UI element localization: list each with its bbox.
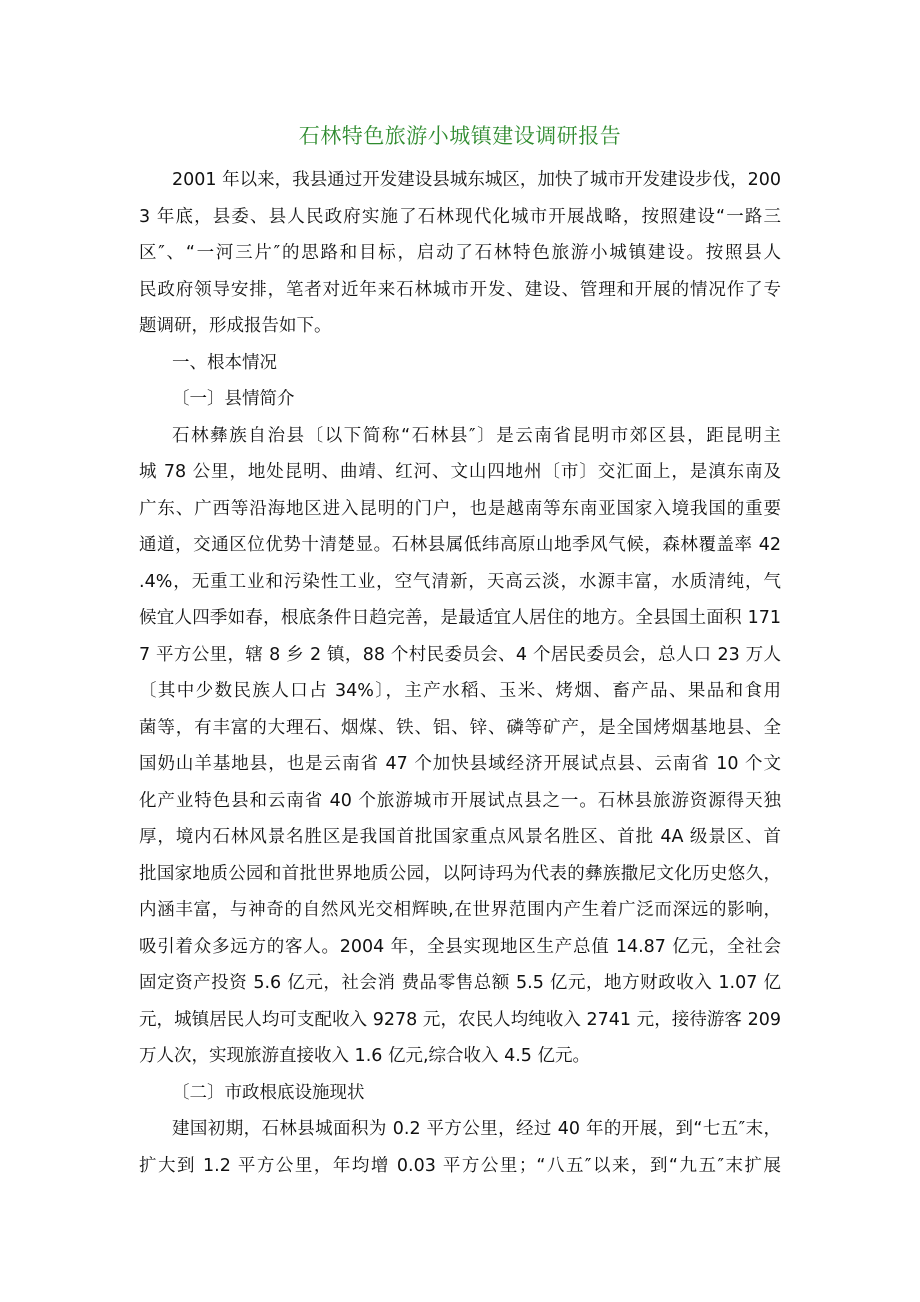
text-line: 2001 年以来，我县通过开发建设县城东城区，加快了城市开发建设步伐，200 (172, 170, 781, 190)
text-line: 国奶山羊基地县，也是云南省 47 个加快县域经济开展试点县、云南省 10 个文 (139, 754, 781, 774)
text-line: .4%，无重工业和污染性工业，空气清新，天高云淡，水源丰富，水质清纯，气 (139, 571, 781, 592)
text-line: 3 年底，县委、县人民政府实施了石林现代化城市开展战略，按照建设“一路三 (139, 206, 781, 227)
text-line: 〔二〕市政根底设施现状 (172, 1082, 365, 1103)
text-line: 万人次，实现旅游直接收入 1.6 亿元,综合收入 4.5 亿元。 (139, 1046, 590, 1066)
text-line: 〔一〕县情简介 (172, 389, 295, 409)
text-line: 吸引着众多远方的客人。2004 年，全县实现地区生产总值 14.87 亿元，全社会 (139, 936, 781, 957)
text-line: 固定资产投资 5.6 亿元，社会消 费品零售总额 5.5 亿元，地方财政收入 1.07 亿 (139, 973, 781, 993)
text-line: 石林彝族自治县〔以下简称“石林县″〕是云南省昆明市郊区县，距昆明主 (172, 425, 781, 446)
text-line: 元，城镇居民人均可支配收入 9278 元，农民人均纯收入 2741 元，接待游客 209 (139, 1009, 781, 1030)
text-line: 题调研，形成报告如下。 (139, 316, 332, 336)
text-line: 菌等，有丰富的大理石、烟煤、铁、铝、锌、磷等矿产，是全国烤烟基地县、全 (139, 717, 781, 738)
text-line: 区″、“一河三片″的思路和目标，启动了石林特色旅游小城镇建设。按照县人 (139, 243, 781, 263)
text-line: 〔其中少数民族人口占 34%〕，主产水稻、玉米、烤烟、畜产品、果品和食用 (139, 681, 781, 701)
text-line: 内涵丰富，与神奇的自然风光交相辉映,在世界范围内产生着广泛而深远的影响， (139, 900, 781, 920)
text-line: 民政府领导安排，笔者对近年来石林城市开发、建设、管理和开展的情况作了专 (139, 279, 781, 300)
text-line: 建国初期，石林县城面积为 0.2 平方公里，经过 40 年的开展，到“七五″末， (172, 1119, 781, 1139)
text-line: 城 78 公里，地处昆明、曲靖、红河、文山四地州〔市〕交汇面上，是滇东南及 (139, 462, 781, 482)
text-line: 厚，境内石林风景名胜区是我国首批国家重点风景名胜区、首批 4A 级景区、首 (139, 827, 781, 847)
text-line: 化产业特色县和云南省 40 个旅游城市开展试点县之一。石林县旅游资源得天独 (139, 790, 781, 811)
text-line: 通道，交通区位优势十清楚显。石林县属低纬高原山地季风气候，森林覆盖率 42 (139, 535, 781, 555)
text-line: 扩大到 1.2 平方公里，年均增 0.03 平方公里；“八五″以来，到“九五″末扩展 (139, 1155, 781, 1176)
document-title: 石林特色旅游小城镇建设调研报告 (298, 124, 622, 148)
document-body (139, 162, 781, 1184)
text-line: 7 平方公里，辖 8 乡 2 镇，88 个村民委员会、4 个居民委员会，总人口 23 万人 (139, 644, 781, 665)
text-line: 批国家地质公园和首批世界地质公园，以阿诗玛为代表的彝族撒尼文化历史悠久， (139, 863, 781, 884)
text-line: 广东、广西等沿海地区进入昆明的门户，也是越南等东南亚国家入境我国的重要 (139, 498, 781, 519)
text-line: 一、根本情况 (172, 352, 277, 373)
text-line: 候宜人四季如春，根底条件日趋完善，是最适宜人居住的地方。全县国土面积 171 (139, 608, 781, 628)
